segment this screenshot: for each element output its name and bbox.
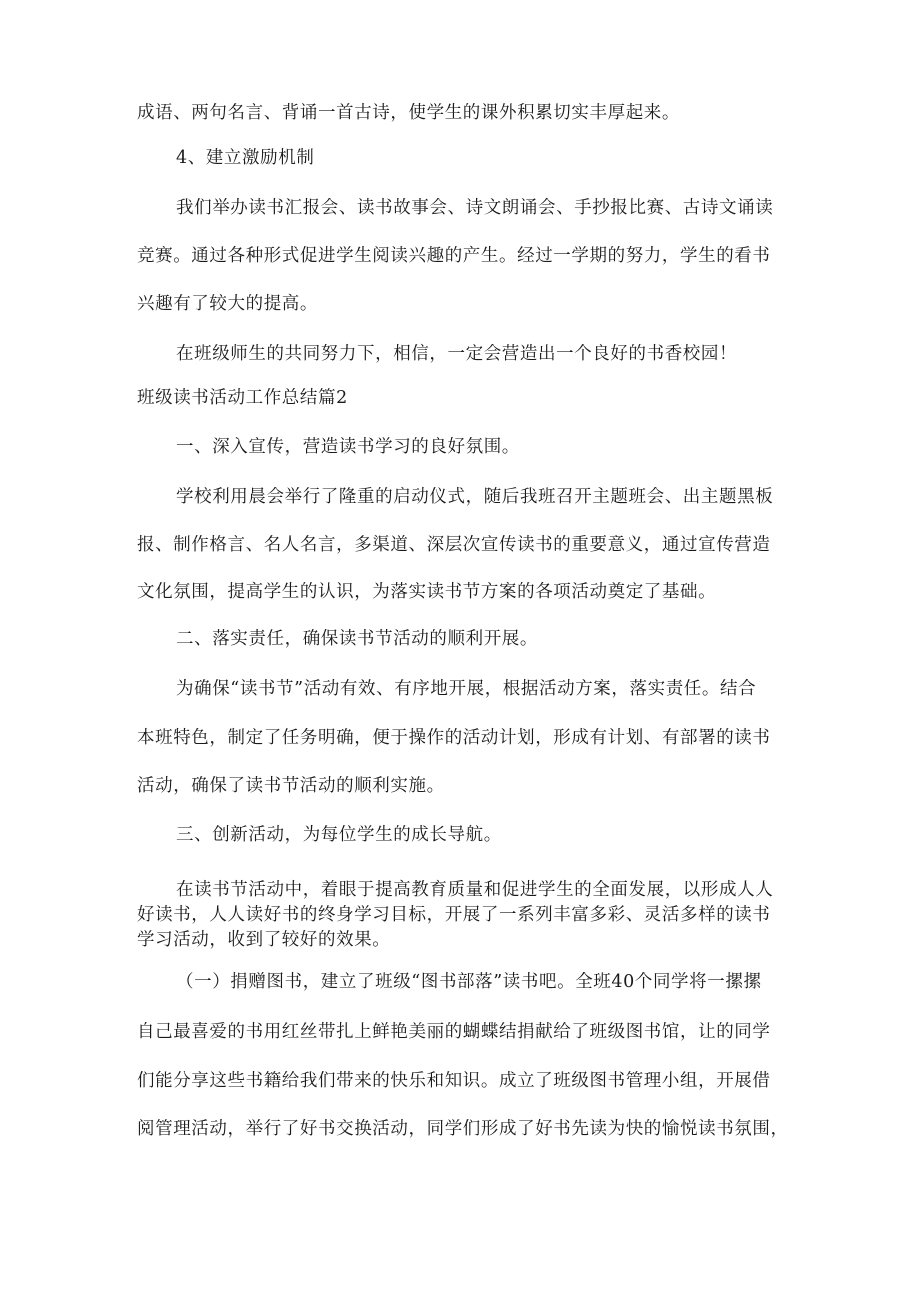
text-line: 本班特色，制定了任务明确，便于操作的活动计划，形成有计划、有部署的读书 [137, 728, 771, 748]
text-line: 为确保“读书节”活动有效、有序地开展，根据活动方案，落实责任。结合 [176, 679, 757, 699]
text-line: 竞赛。通过各种形式促进学生阅读兴趣的产生。经过一学期的努力，学生的看书 [137, 246, 771, 266]
text-line: 兴趣有了较大的提高。 [137, 294, 318, 314]
text-line: 报、制作格言、名人名言，多渠道、深层次宣传读书的重要意义，通过宣传营造 [137, 535, 771, 555]
section-heading: 二、落实责任，确保读书节活动的顺利开展。 [176, 629, 538, 649]
text-line: 文化氛围，提高学生的认识，为落实读书节方案的各项活动奠定了基础。 [137, 582, 717, 602]
text-line: 成语、两句名言、背诵一首古诗，使学生的课外积累切实丰厚起来。 [137, 103, 680, 123]
section-heading: 一、深入宣传，营造读书学习的良好氛围。 [176, 437, 520, 457]
text-line: 学校利用晨会举行了隆重的启动仪式，随后我班召开主题班会、出主题黑板 [176, 487, 774, 507]
text-line: 们能分享这些书籍给我们带来的快乐和知识。成立了班级图书管理小组，开展借 [137, 1071, 771, 1091]
text-line: 好读书，人人读好书的终身学习目标，开展了一系列丰富多彩、灵活多样的读书 [137, 905, 771, 925]
text-line: 学习活动，收到了较好的效果。 [137, 930, 391, 950]
subsection-heading: （一）捐赠图书，建立了班级“图书部落”读书吧。全班40个同学将一摞摞 [176, 972, 762, 992]
text-line: 在班级师生的共同努力下，相信，一定会营造出一个良好的书香校园！ [176, 344, 738, 364]
text-line: 活动，确保了读书节活动的顺利实施。 [137, 776, 445, 796]
text-line: 自己最喜爱的书用红丝带扎上鲜艳美丽的蝴蝶结捐献给了班级图书馆，让的同学 [137, 1022, 771, 1042]
text-line: 我们举办读书汇报会、读书故事会、诗文朗诵会、手抄报比赛、古诗文诵读 [176, 198, 774, 218]
section-heading: 三、创新活动，为每位学生的成长导航。 [176, 825, 502, 845]
article-title: 班级读书活动工作总结篇2 [137, 388, 348, 408]
section-heading: 4、建立激励机制 [176, 148, 315, 168]
text-line: 阅管理活动，举行了好书交换活动，同学们形成了好书先读为快的愉悦读书氛围， [137, 1119, 789, 1139]
text-line: 在读书节活动中，着眼于提高教育质量和促进学生的全面发展，以形成人人 [176, 880, 774, 900]
